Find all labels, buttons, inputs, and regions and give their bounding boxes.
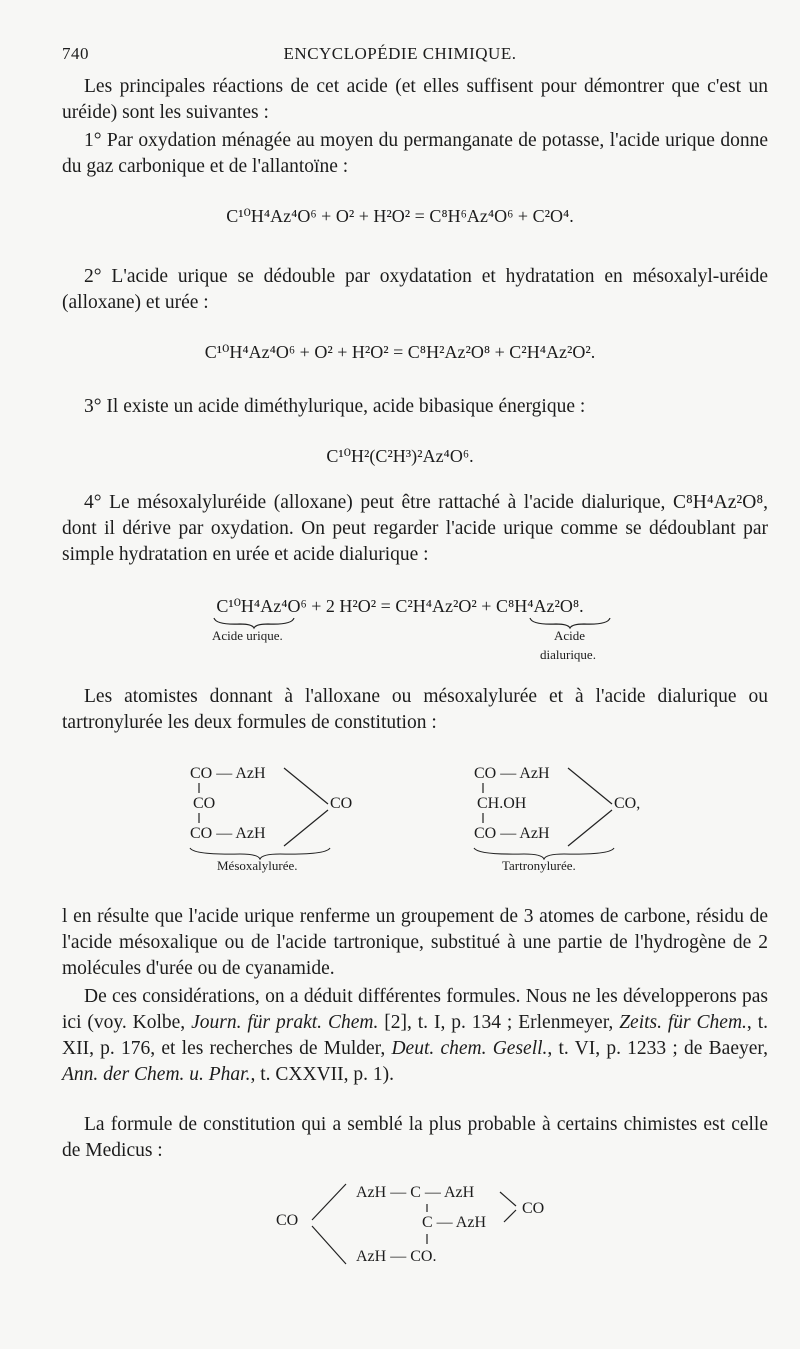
- equation-3: C¹⁰H²(C²H³)²Az⁴O⁶.: [326, 446, 474, 466]
- medicus-bonds: [300, 1178, 540, 1272]
- tartro-row-1: CO — AzH: [474, 765, 550, 782]
- ref-journal-baeyer: Ann. der Chem. u. Phar.: [62, 1064, 251, 1085]
- ref-text-3: , t. XII, p. 176, et les recherches de Mulder,: [62, 1012, 768, 1059]
- meso-right-group: CO: [330, 795, 353, 812]
- medicus-right-group: CO: [522, 1200, 545, 1217]
- meso-row-1: CO — AzH: [190, 765, 266, 782]
- paragraph-reaction-2: 2° L'acide urique se dédouble par oxydatation et hydratation en mésoxalyl-uréide (alloxane) et urée :: [62, 266, 768, 313]
- tartro-bonds: [464, 760, 644, 860]
- ref-journal-mulder: Deut. chem. Gesell.: [391, 1038, 548, 1059]
- paragraph-reaction-1: 1° Par oxydation ménagée au moyen du permanganate de potasse, l'acide urique donne du gaz carbonique et de l'allantoïne :: [62, 130, 768, 177]
- equation-2: C¹⁰H⁴Az⁴O⁶ + O² + H²O² = C⁸H²Az²O⁸ + C²H⁴Az²O².: [204, 342, 596, 362]
- label-tartronyluree: Tartronylurée.: [502, 858, 576, 873]
- ref-text-5: , t. CXXVII, p. 1).: [250, 1064, 395, 1085]
- ref-text-2: [2], t. I, p. 134 ; Erlenmeyer,: [378, 1012, 620, 1033]
- ref-text-4: , t. VI, p. 1233 ; de Baeyer,: [547, 1038, 768, 1059]
- paragraph-intro: Les principales réactions de cet acide (et elles suffisent pour démontrer que c'est un uréide) sont les suivantes :: [62, 76, 768, 123]
- ref-journal-erlenmeyer: Zeits. für Chem.: [619, 1012, 747, 1033]
- equation-4: C¹⁰H⁴Az⁴O⁶ + 2 H²O² = C²H⁴Az²O² + C⁸H⁴Az²O⁸.: [216, 596, 584, 616]
- tartro-row-3: CO — AzH: [474, 825, 550, 842]
- paragraph-conclusion: l en résulte que l'acide urique renferme un groupement de 3 atomes de carbone, résidu de l'acide mésoxalique ou de l'acide tartronique, substitué à une partie de l'hydrogène de 2 molécules d'urée ou de cyanamide.: [62, 906, 768, 979]
- medicus-top-row: AzH — C — AzH: [356, 1184, 475, 1201]
- equation-1: C¹⁰H⁴Az⁴O⁶ + O² + H²O² = C⁸H⁶Az⁴O⁶ + C²O⁴.: [226, 206, 574, 226]
- paragraph-reaction-3: 3° Il existe un acide diméthylurique, acide bibasique énergique :: [84, 396, 586, 417]
- page-number: 740: [62, 44, 89, 63]
- label-dialurique: dialurique.: [540, 647, 596, 662]
- medicus-mid-row: C — AzH: [422, 1214, 486, 1231]
- label-mesoxalyluree: Mésoxalylurée.: [217, 858, 298, 873]
- running-title: ENCYCLOPÉDIE CHIMIQUE.: [283, 44, 517, 63]
- ref-text-1: De ces considérations, on a déduit différentes formules. Nous ne les développerons pas ici (voy. Kolbe,: [62, 986, 768, 1033]
- medicus-left-group: CO: [276, 1212, 299, 1229]
- tartro-right-group: CO,: [614, 795, 641, 812]
- ref-journal-kolbe: Journ. für prakt. Chem.: [191, 1012, 379, 1033]
- paragraph-atomistes: Les atomistes donnant à l'alloxane ou mésoxalylurée et à l'acide dialurique ou tartronylurée les deux formules de constitution :: [62, 686, 768, 733]
- meso-row-3: CO — AzH: [190, 825, 266, 842]
- paragraph-medicus: La formule de constitution qui a semblé la plus probable à certains chimistes est celle de Medicus :: [62, 1114, 768, 1161]
- meso-row-2: CO: [193, 795, 216, 812]
- meso-bonds: [180, 760, 360, 860]
- paragraph-reaction-4: 4° Le mésoxalyluréide (alloxane) peut être rattaché à l'acide dialurique, C⁸H⁴Az²O⁸, dont il dérive par oxydation. On peut regarder l'acide urique comme se dédoublant par simple hydratation en urée et acide dialurique :: [62, 492, 768, 565]
- tartro-row-2: CH.OH: [477, 795, 527, 812]
- label-acide: Acide: [554, 628, 586, 643]
- label-acide-urique: Acide urique.: [212, 628, 283, 643]
- medicus-bottom-row: AzH — CO.: [356, 1248, 437, 1265]
- paragraph-references: [62, 984, 768, 1088]
